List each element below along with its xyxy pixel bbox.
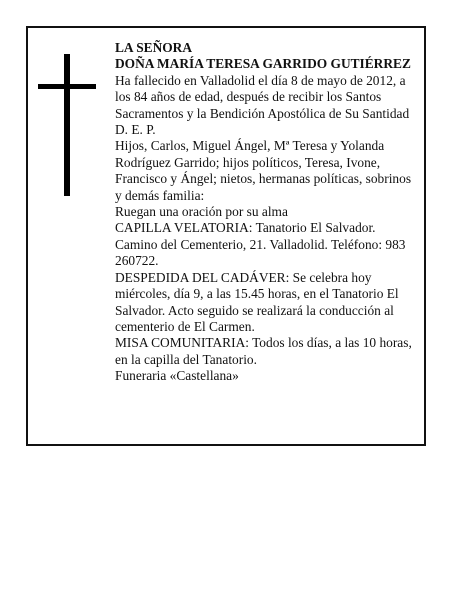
funeral-home: Funeraria «Castellana» xyxy=(115,368,239,384)
prayer-request: Ruegan una oración por su alma xyxy=(115,204,288,220)
rip-abbreviation: D. E. P. xyxy=(115,122,156,138)
obituary-title: LA SEÑORA xyxy=(115,40,193,55)
wake-location: CAPILLA VELATORIA: Tanatorio El Salvador. Camino del Cementerio, 21. Valladolid. Teléfono: 983 260722. xyxy=(115,220,406,269)
death-announcement: Ha fallecido en Valladolid el día 8 de mayo de 2012, a los 84 años de edad, después de recibir los Santos Sacramentos y la Bendición Apostólica de Su Santidad xyxy=(115,72,410,121)
mass-details: MISA COMUNITARIA: Todos los días, a las 10 horas, en la capilla del Tanatorio. xyxy=(115,335,412,367)
family-list: Hijos, Carlos, Miguel Ángel, Mª Teresa y Yolanda Rodríguez Garrido; hijos políticos, Teresa, Ivone, Francisco y Ángel; nietos, hermanas políticas, sobrinos y demás familia: xyxy=(115,138,412,203)
farewell-details: DESPEDIDA DEL CADÁVER: Se celebra hoy miércoles, día 9, a las 15.45 horas, en el Tanatorio El Salvador. Acto seguido se realizará la conducción al cementerio de El Carmen. xyxy=(115,269,399,334)
obituary-text xyxy=(115,40,421,385)
deceased-name: DOÑA MARÍA TERESA GARRIDO GUTIÉRREZ xyxy=(115,56,411,72)
